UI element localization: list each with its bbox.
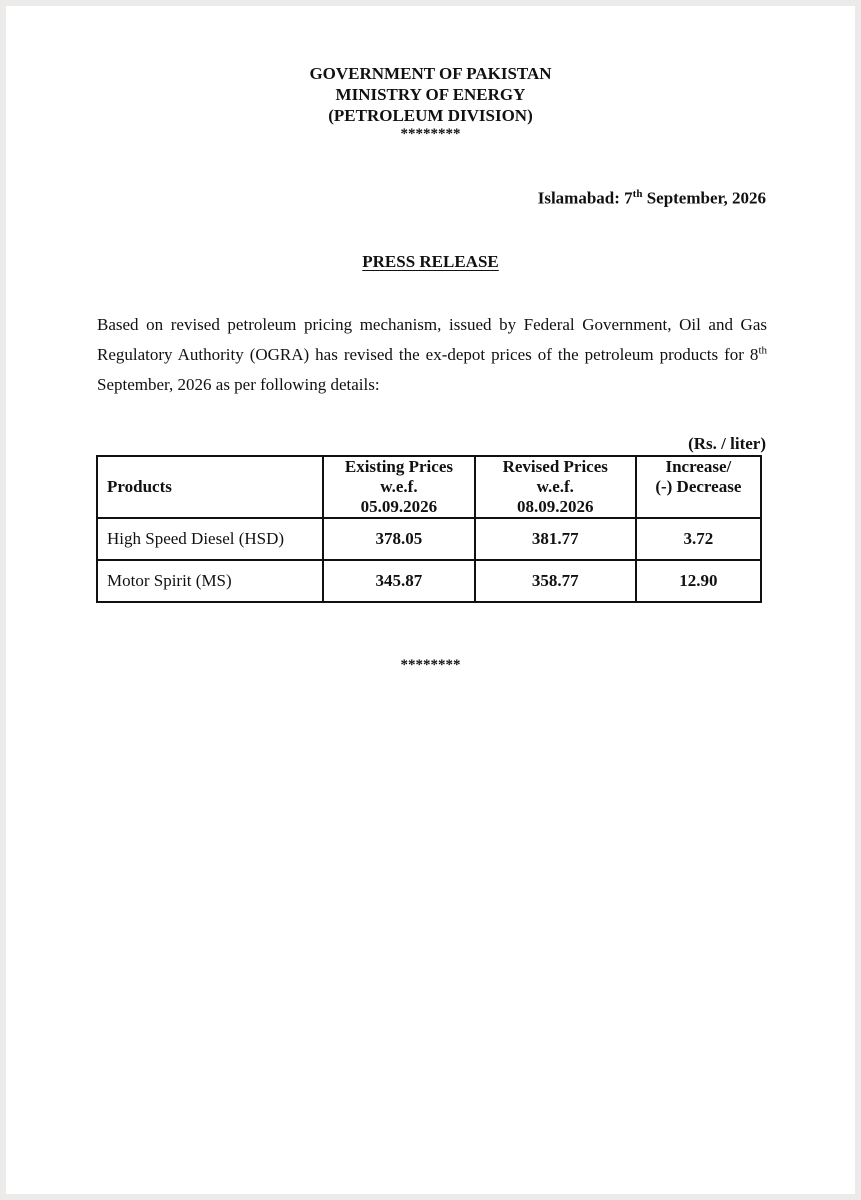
product-name: High Speed Diesel (HSD) <box>97 518 323 560</box>
paragraph-text-after: September, 2026 as per following details: <box>97 375 380 394</box>
price-table <box>96 455 762 603</box>
header-division: (PETROLEUM DIVISION) <box>328 106 533 125</box>
header-change-line2: (-) Decrease <box>655 477 742 496</box>
header-separator: ******** <box>400 126 461 142</box>
header-existing-line1: Existing Prices <box>344 457 453 476</box>
price-change: 12.90 <box>636 560 761 602</box>
release-date <box>538 188 766 209</box>
revised-price: 381.77 <box>475 518 636 560</box>
document-header <box>0 63 861 142</box>
table-header-row <box>97 456 761 518</box>
header-revised-line1: Revised Prices <box>502 457 608 476</box>
paragraph-ordinal: th <box>758 344 767 357</box>
footer-separator: ******** <box>400 657 461 673</box>
header-revised-line2: w.e.f. <box>536 477 574 496</box>
table-row <box>97 518 761 560</box>
existing-price: 378.05 <box>323 518 475 560</box>
header-existing-prices <box>323 456 475 518</box>
body-paragraph <box>97 310 767 400</box>
product-name: Motor Spirit (MS) <box>97 560 323 602</box>
unit-label: (Rs. / liter) <box>688 434 766 453</box>
date-ordinal: th <box>632 188 643 200</box>
table-row <box>97 560 761 602</box>
existing-price: 345.87 <box>323 560 475 602</box>
header-change <box>636 456 761 518</box>
date-prefix: Islamabad: 7 <box>537 188 633 208</box>
price-change: 3.72 <box>636 518 761 560</box>
header-government: GOVERNMENT OF PAKISTAN <box>309 64 552 83</box>
header-products: Products <box>97 456 323 518</box>
revised-price: 358.77 <box>475 560 636 602</box>
date-rest: September, 2026 <box>642 188 766 208</box>
paragraph-text-before: Based on revised petroleum pricing mechanism, issued by Federal Government, Oil and Gas Regulatory Authority (OGRA) has revised the ex-depot prices of the petroleum products for 8 <box>97 315 767 364</box>
header-change-line1: Increase/ <box>665 457 732 476</box>
header-revised-line3: 08.09.2026 <box>517 497 594 516</box>
header-revised-prices <box>475 456 636 518</box>
header-existing-line2: w.e.f. <box>380 477 418 496</box>
page-title: PRESS RELEASE <box>362 252 499 271</box>
header-ministry: MINISTRY OF ENERGY <box>335 85 526 104</box>
header-existing-line3: 05.09.2026 <box>360 497 438 516</box>
